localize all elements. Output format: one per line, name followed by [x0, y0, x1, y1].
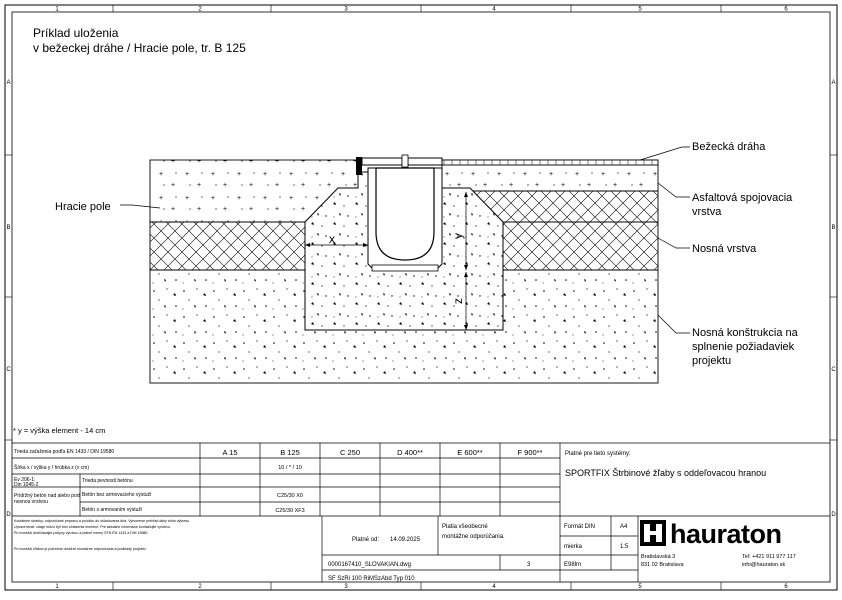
row-standard-line1: Ev 206-1:	[14, 477, 36, 483]
footnote: * y = výška element - 14 cm	[13, 426, 106, 435]
row-standard-line2: Din 1045-2	[14, 482, 39, 488]
row-letter: B	[831, 225, 836, 231]
row-letter: A	[6, 80, 11, 86]
label-construction-line2: splnenie požiadaviek	[692, 341, 795, 353]
col-number: 5	[638, 6, 642, 13]
col-number: 4	[492, 584, 496, 590]
drawing-number: SF SzRi 100 RiMSzAbd Typ 010	[328, 576, 415, 582]
drawing-code: E98lm	[564, 562, 582, 568]
note-line: Upozornenie: údaje môžu byť bez ohlásenia menené. Pre aktuálne informácie kontaktujte výrobcu.	[14, 525, 171, 529]
load-class-b125: B 125	[280, 448, 300, 457]
sheet-number: 3	[527, 562, 531, 568]
label-construction-line1: Nosná konštrukcia na	[692, 327, 798, 339]
col-number: 1	[55, 584, 59, 590]
col-number: 5	[638, 584, 642, 590]
drawing-subtitle: v bežeckej dráhe / Hracie pole, tr. B 125	[33, 41, 246, 55]
row-dimensions-label: Šírka x / výška y / hrúbka z (v cm)	[14, 465, 90, 471]
col-number: 6	[784, 584, 788, 590]
label-playing-field: Hracie pole	[55, 201, 111, 213]
cross-section	[120, 147, 690, 383]
label-running-track: Bežecká dráha	[692, 141, 766, 153]
col-number: 3	[344, 584, 348, 590]
row-support-line2: nosnou vrstvou	[14, 499, 48, 505]
load-class-d400: D 400**	[397, 448, 423, 457]
channel-slot	[402, 155, 408, 167]
col-number: 6	[784, 6, 788, 13]
file-name: 0000167410_SLOVAKIAN.dwg	[328, 562, 411, 568]
note-line: Pri montáži dodržiavajte pokyny výrobcu a platné normy STN EN 1433 a DIN 19580.	[14, 531, 149, 535]
row-plain-concrete-label: Betón bez armovacieho výstuží	[82, 492, 152, 498]
load-class-f900: F 900**	[517, 448, 543, 457]
label-asphalt-line2: vrstva	[692, 206, 722, 218]
scale-value: 1:5	[620, 544, 629, 550]
load-class-e600: E 600**	[457, 448, 483, 457]
mounting-note-line1: Platia všeobecné	[442, 524, 488, 530]
scale-label: mierka	[564, 544, 583, 550]
company-phone: Tel: +421 911 977 117	[742, 554, 796, 560]
label-asphalt-line1: Asfaltová spojovacia	[692, 192, 793, 204]
company-name: hauraton	[670, 519, 782, 549]
note-line: Pri montáži žľabov je potrebné dodržať montážne odporúčania a podklady projektu.	[14, 547, 147, 551]
load-class-c250: C 250	[339, 448, 361, 457]
row-letter: D	[6, 512, 11, 518]
valid-from-label: Platné od:	[352, 537, 380, 543]
system-name: SPORTFIX Štrbinové žľaby s oddeľovacou hranou	[565, 468, 767, 478]
label-bearing-layer: Nosná vrstva	[692, 243, 757, 255]
col-number: 1	[55, 6, 59, 13]
load-class-a15: A 15	[222, 448, 238, 457]
drawing-title: Príklad uloženia	[33, 26, 119, 40]
row-reinforced-concrete-label: Betón s armovaním výstuží	[82, 507, 143, 513]
row-letter: D	[831, 512, 836, 518]
channel-trough	[376, 168, 434, 260]
row-support-line1: Prídržný betón nad alebo pod	[14, 493, 80, 499]
label-construction-line3: projektu	[692, 355, 732, 367]
valid-systems-label: Platné pre tieto systémy:	[565, 451, 631, 457]
row-letter: B	[6, 225, 11, 231]
dimension-z-label: z	[451, 298, 465, 304]
b125-reinforced-concrete-value: C25/30 XF3	[275, 508, 305, 514]
dimension-x-label: x	[329, 232, 335, 246]
hauraton-logo	[640, 519, 782, 549]
row-letter: C	[6, 367, 11, 373]
valid-from-date: 14.09.2025	[390, 537, 421, 543]
row-letter: C	[831, 367, 836, 373]
format-value: A4	[620, 524, 628, 530]
mounting-note-line2: montážne odporúčania.	[442, 534, 505, 540]
table-header-label: Trieda zaťaženia podľa EN 1433 / DIN 19580	[14, 449, 115, 455]
company-email: info@hauraton.sk	[742, 562, 786, 568]
b125-dimensions-value: 10 / * / 10	[278, 465, 302, 471]
col-number: 4	[492, 6, 496, 13]
company-city: 831 02 Bratislava	[641, 562, 684, 568]
dimension-y-label: y	[451, 233, 465, 239]
company-street: Bratislavská 3	[641, 554, 676, 560]
col-number: 2	[198, 6, 202, 13]
format-label: Formát DIN	[564, 524, 596, 530]
row-letter: A	[831, 80, 836, 86]
b125-plain-concrete-value: C25/30 X0	[277, 493, 303, 499]
channel-edge-left	[356, 157, 362, 175]
note-line: Kontaktné stránky: odporúčané prípravu a položku do skladovania dňa. Vytvorenie prehľad diely tohto výkresu.	[14, 519, 191, 523]
col-number: 3	[344, 6, 348, 13]
row-concrete-strength-label: Trieda pevnosti betónu	[82, 478, 133, 484]
col-number: 2	[198, 584, 202, 590]
